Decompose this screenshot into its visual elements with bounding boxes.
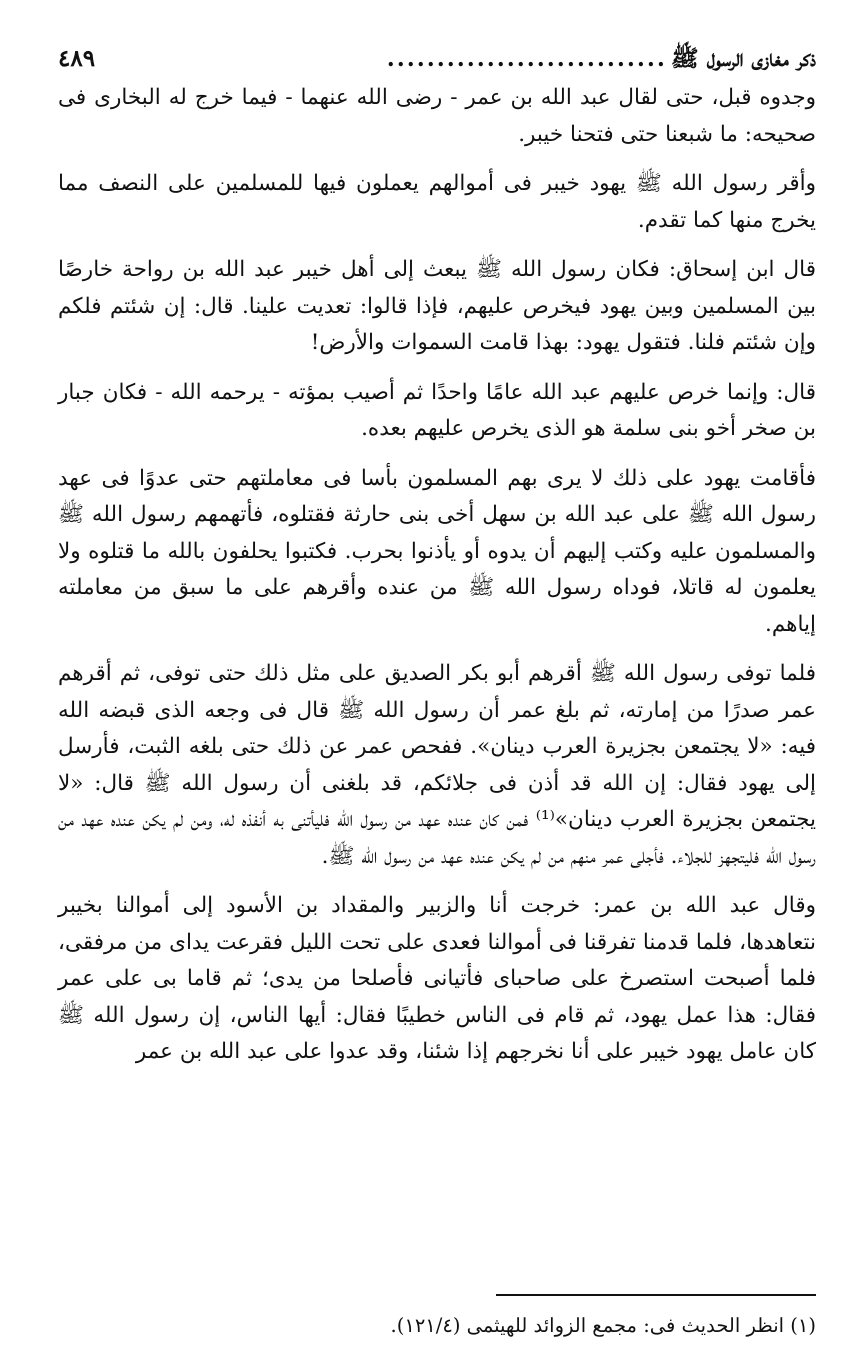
paragraph: فأقامت يهود على ذلك لا يرى بهم المسلمون بأسا فى معاملتهم حتى عدوًا فى عهد رسول الله ﷺ على عبد الله بن سهل أخى بنى حارثة فقتلوه، فأتهمهم رسول الله ﷺ والمسلمون عليه وكتب إليهم أن يدوه أو يأذنوا بحرب. فكتبوا يحلفون بالله ما قتلوه ولا يعلمون له قاتلا، فوداه رسول الله ﷺ من عنده وأقرهم على ما سبق من معاملته إياهم. — [58, 465, 816, 637]
paragraph: قال ابن إسحاق: فكان رسول الله ﷺ يبعث إلى أهل خيبر عبد الله بن رواحة خارصًا بين المسلمين وبين يهود فيخرص عليهم، فإذا قالوا: تعديت علينا. قال: إن شئتم فلكم وإن شئتم فلنا. فتقول يهود: بهذا قامت السموات والأرض! — [58, 257, 816, 355]
paragraph: وقال عبد الله بن عمر: خرجت أنا والزبير والمقداد بن الأسود إلى أموالنا بخيبر نتعاهدها، فلما قدمنا تفرقنا فى أموالنا فعدى على تحت الليل فقرعت يداى من مرفقى، فلما أصبحت استصرخ على صاحباى فأتيانى فأصلحا من يدى؛ ثم قاما بى على عمر فقال: هذا عمل يهود، ثم قام فى الناس خطيبًا فقال: أيها الناس، إن رسول الله ﷺ كان عامل يهود خيبر على أنا نخرجهم إذا شئنا، وقد عدوا على عبد الله بن عمر — [58, 893, 816, 1064]
footnote: (١) انظر الحديث فى: مجمع الزوائد للهيثمى (١٢١/٤). — [390, 1314, 816, 1337]
paragraph: فلما توفى رسول الله ﷺ أقرهم أبو بكر الصديق على مثل ذلك حتى توفى، ثم أقرهم عمر صدرًا من إمارته، ثم بلغ عمر أن رسول الله ﷺ قال فى وجعه الذى قبضه الله فيه: «لا يجتمعن بجزيرة العرب دينان». ففحص عمر عن ذلك حتى بلغه الثبت، فأرسل إلى يهود فقال: إن الله قد أذن فى جلائكم، قد بلغنى أن رسول الله ﷺ قال: «لا يجتمعن بجزيرة العرب دينان»⁽¹⁾ فمن كان عنده عهد من رسول الله فليأتنى به أنفذه له، ومن لم يكن عنده عهد من رسول الله فليتجهز للجلاء. فأجلى عمر منهم من لم يكن عنده عهد من رسول الله ﷺ. — [58, 661, 817, 869]
header-title-group — [387, 44, 816, 74]
body-text — [58, 80, 816, 1071]
page-number: ٤٨٩ — [58, 45, 96, 72]
chapter-title: ذكر مغازى الرسول ﷺ — [670, 45, 816, 72]
leader-dots: ............................ — [386, 45, 667, 72]
paragraph: وأقر رسول الله ﷺ يهود خيبر فى أموالهم يعملون فيها للمسلمين على النصف مما يخرج منها كما تقدم. — [58, 171, 816, 233]
running-header — [58, 44, 816, 74]
paragraph: وجدوه قبل، حتى لقال عبد الله بن عمر - رضى الله عنهما - فيما خرج له البخارى فى صحيحه: ما شبعنا حتى فتحنا خيبر. — [58, 85, 816, 147]
footnote-divider — [496, 1294, 816, 1296]
paragraph: قال: وإنما خرص عليهم عبد الله عامًا واحدًا ثم أصيب بمؤته - يرحمه الله - فكان جبار بن صخر أخو بنى سلمة هو الذى يخرص عليهم بعده. — [58, 379, 816, 441]
